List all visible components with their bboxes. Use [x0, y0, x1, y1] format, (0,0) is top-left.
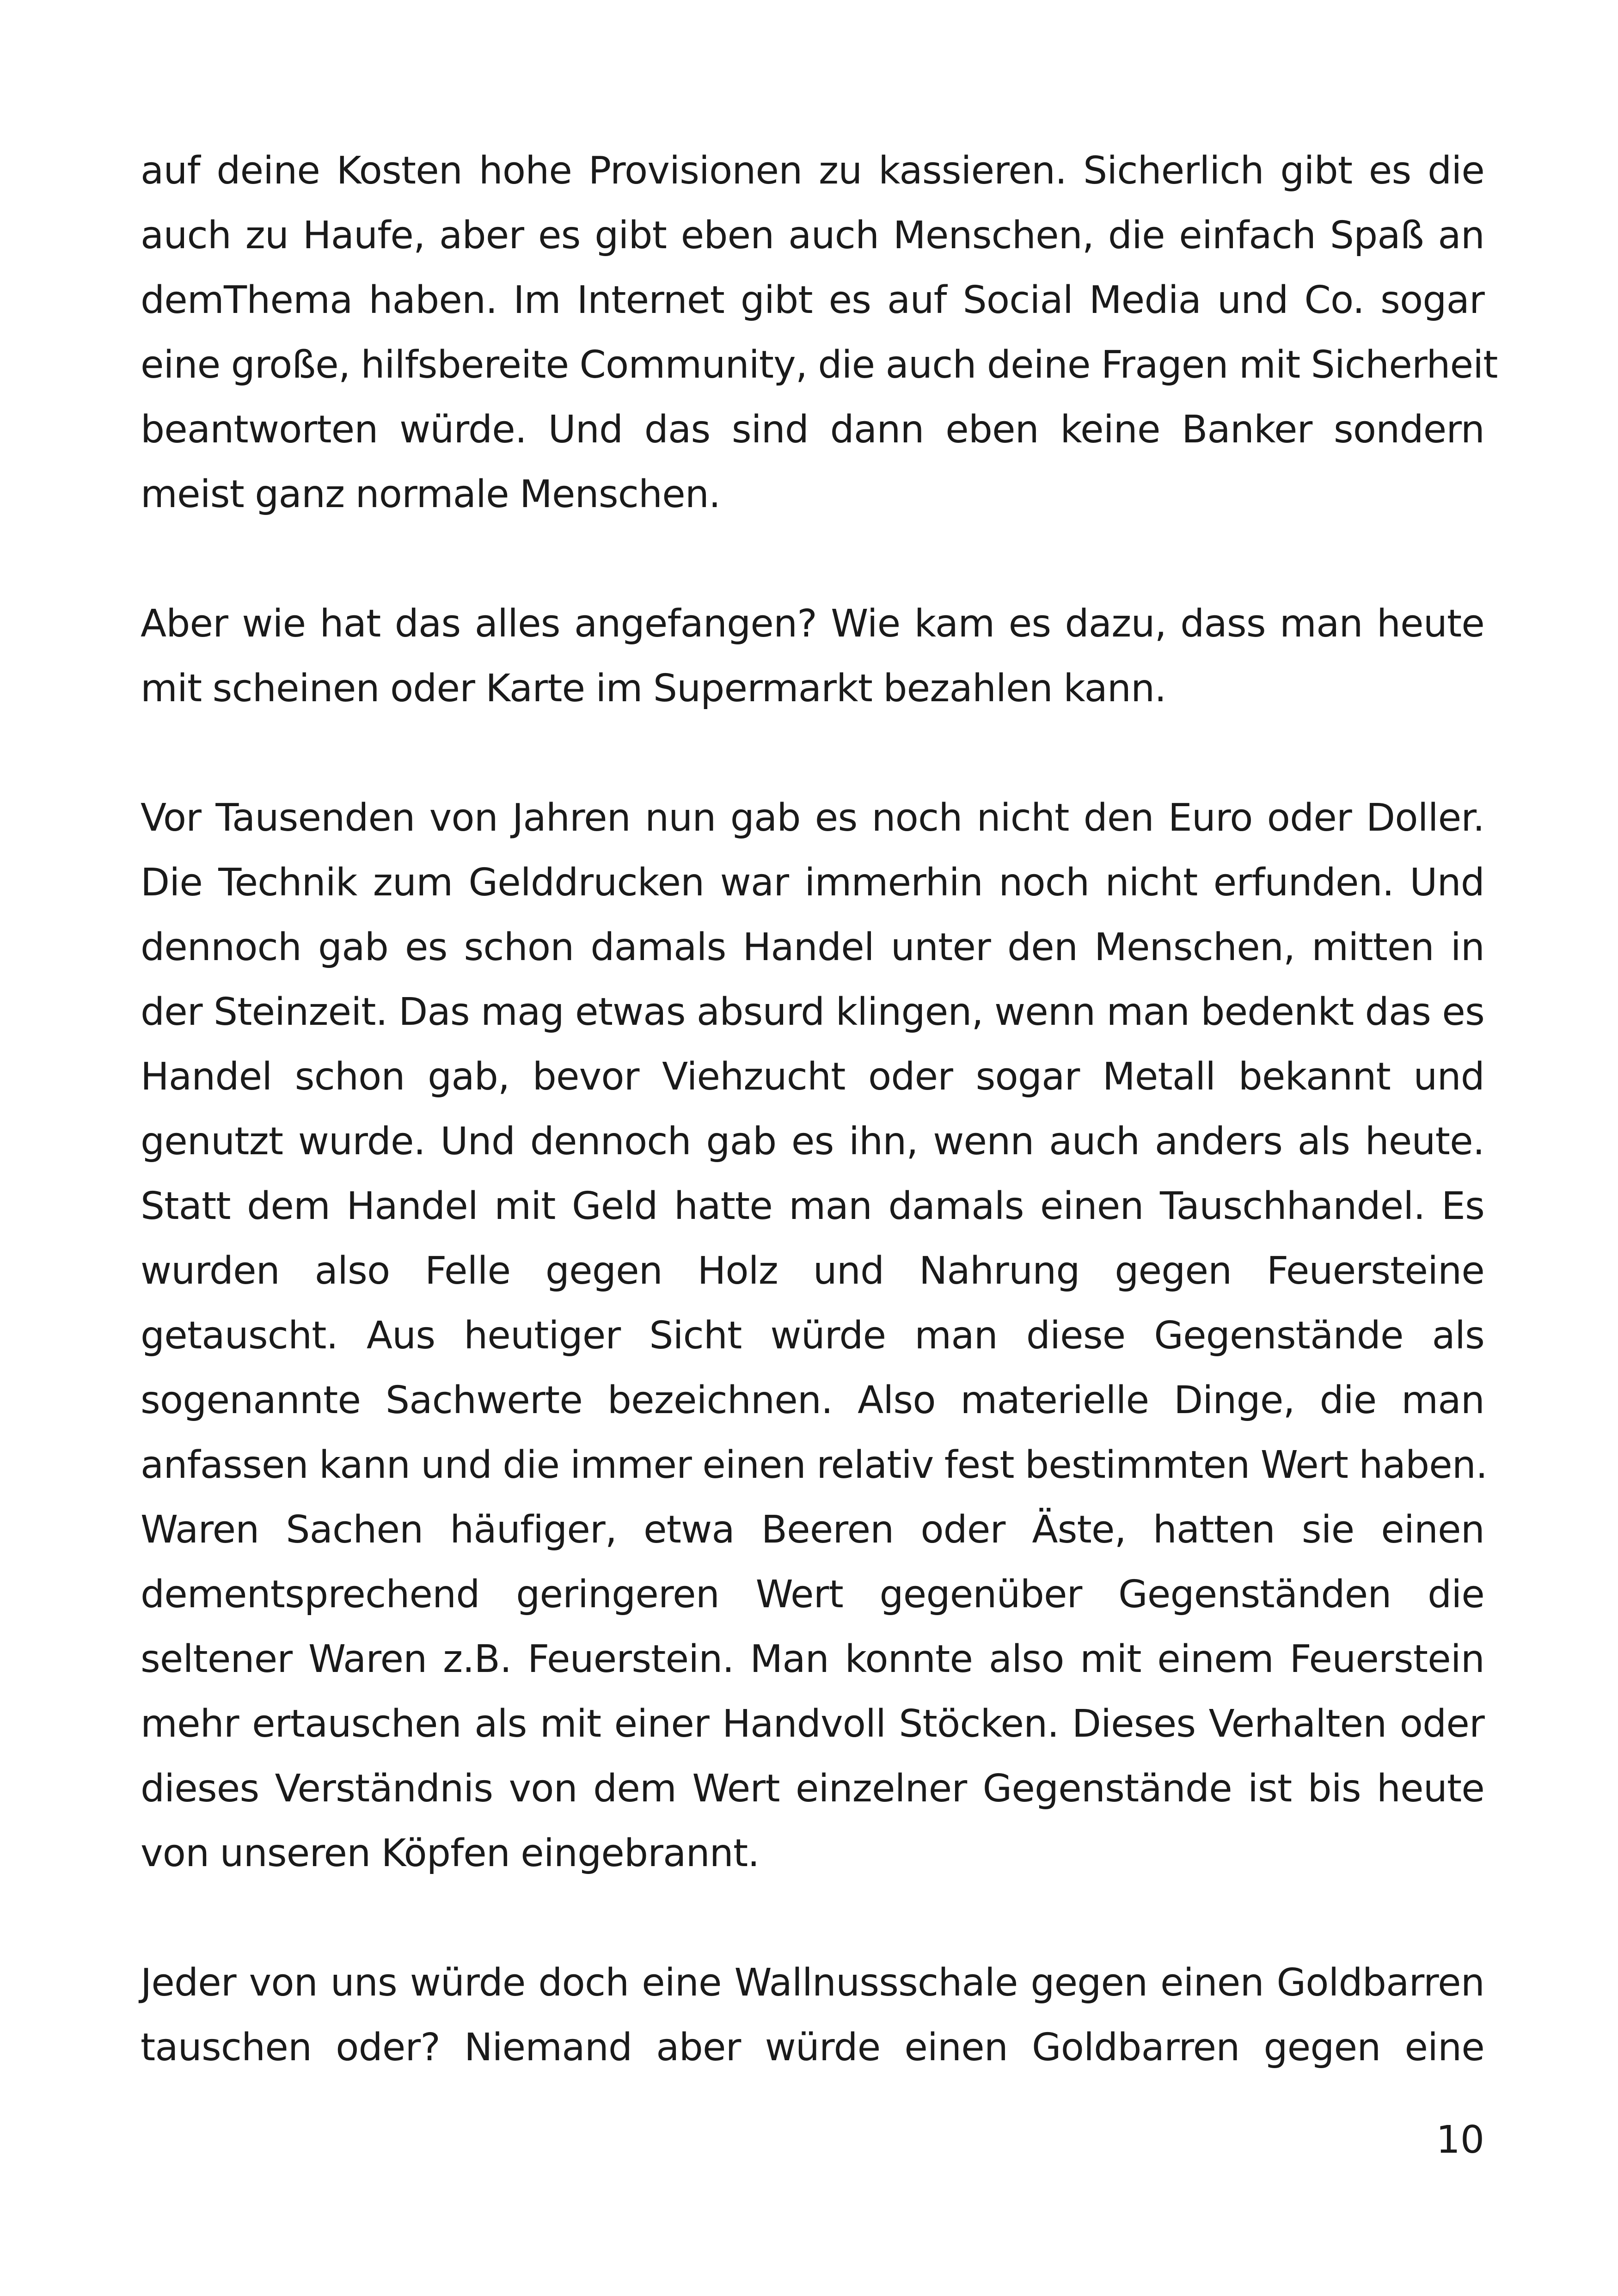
page-number: 10	[1436, 2118, 1484, 2162]
paragraph-1	[141, 139, 1498, 527]
text-line: dieses Verständnis von dem Wert einzelner Gegenstände ist bis heute	[141, 1767, 1484, 1811]
text-line: Handel schon gab, bevor Viehzucht oder sogar Metall bekannt und	[141, 1055, 1484, 1099]
text-line: Statt dem Handel mit Geld hatte man damals einen Tauschhandel. Es	[141, 1184, 1484, 1228]
text-line: der Steinzeit. Das mag etwas absurd klingen, wenn man bedenkt das es	[141, 990, 1484, 1034]
text-line: genutzt wurde. Und dennoch gab es ihn, wenn auch anders als heute.	[141, 1120, 1484, 1163]
text-line: anfassen kann und die immer einen relativ fest bestimmten Wert haben.	[141, 1443, 1488, 1487]
text-line: Waren Sachen häufiger, etwa Beeren oder Äste, hatten sie einen	[141, 1508, 1484, 1552]
text-line: dennoch gab es schon damals Handel unter den Menschen, mitten in	[141, 925, 1484, 969]
text-line: sogenannte Sachwerte bezeichnen. Also materielle Dinge, die man	[141, 1378, 1484, 1422]
text-line: Vor Tausenden von Jahren nun gab es noch nicht den Euro oder Doller.	[141, 796, 1484, 840]
text-line: meist ganz normale Menschen.	[141, 472, 721, 516]
text-line: dementsprechend geringeren Wert gegenüber Gegenständen die	[141, 1573, 1484, 1616]
paragraph-3	[141, 786, 1488, 1886]
text-line: von unseren Köpfen eingebrannt.	[141, 1831, 760, 1875]
text-line: getauscht. Aus heutiger Sicht würde man diese Gegenstände als	[141, 1314, 1484, 1358]
text-line: Jeder von uns würde doch eine Wallnussschale gegen einen Goldbarren	[141, 1961, 1484, 2005]
text-line: tauschen oder? Niemand aber würde einen Goldbarren gegen eine	[141, 2026, 1484, 2069]
text-line: mit scheinen oder Karte im Supermarkt bezahlen kann.	[141, 667, 1166, 710]
body-text	[141, 139, 1498, 2145]
text-line: Die Technik zum Gelddrucken war immerhin noch nicht erfunden. Und	[141, 861, 1484, 905]
paragraph-4	[141, 1951, 1484, 2080]
text-line: seltener Waren z.B. Feuerstein. Man konnte also mit einem Feuerstein	[141, 1637, 1484, 1681]
text-line: eine große, hilfsbereite Community, die auch deine Fragen mit Sicherheit	[141, 343, 1498, 387]
text-line: auf deine Kosten hohe Provisionen zu kassieren. Sicherlich gibt es die	[141, 149, 1484, 193]
text-line: demThema haben. Im Internet gibt es auf Social Media und Co. sogar	[141, 278, 1484, 322]
text-line: wurden also Felle gegen Holz und Nahrung gegen Feuersteine	[141, 1249, 1484, 1293]
text-line: mehr ertauschen als mit einer Handvoll Stöcken. Dieses Verhalten oder	[141, 1702, 1484, 1746]
text-line: beantworten würde. Und das sind dann eben keine Banker sondern	[141, 408, 1484, 452]
paragraph-2	[141, 592, 1484, 721]
text-line: auch zu Haufe, aber es gibt eben auch Menschen, die einfach Spaß an	[141, 214, 1484, 257]
text-line: Aber wie hat das alles angefangen? Wie kam es dazu, dass man heute	[141, 602, 1484, 646]
